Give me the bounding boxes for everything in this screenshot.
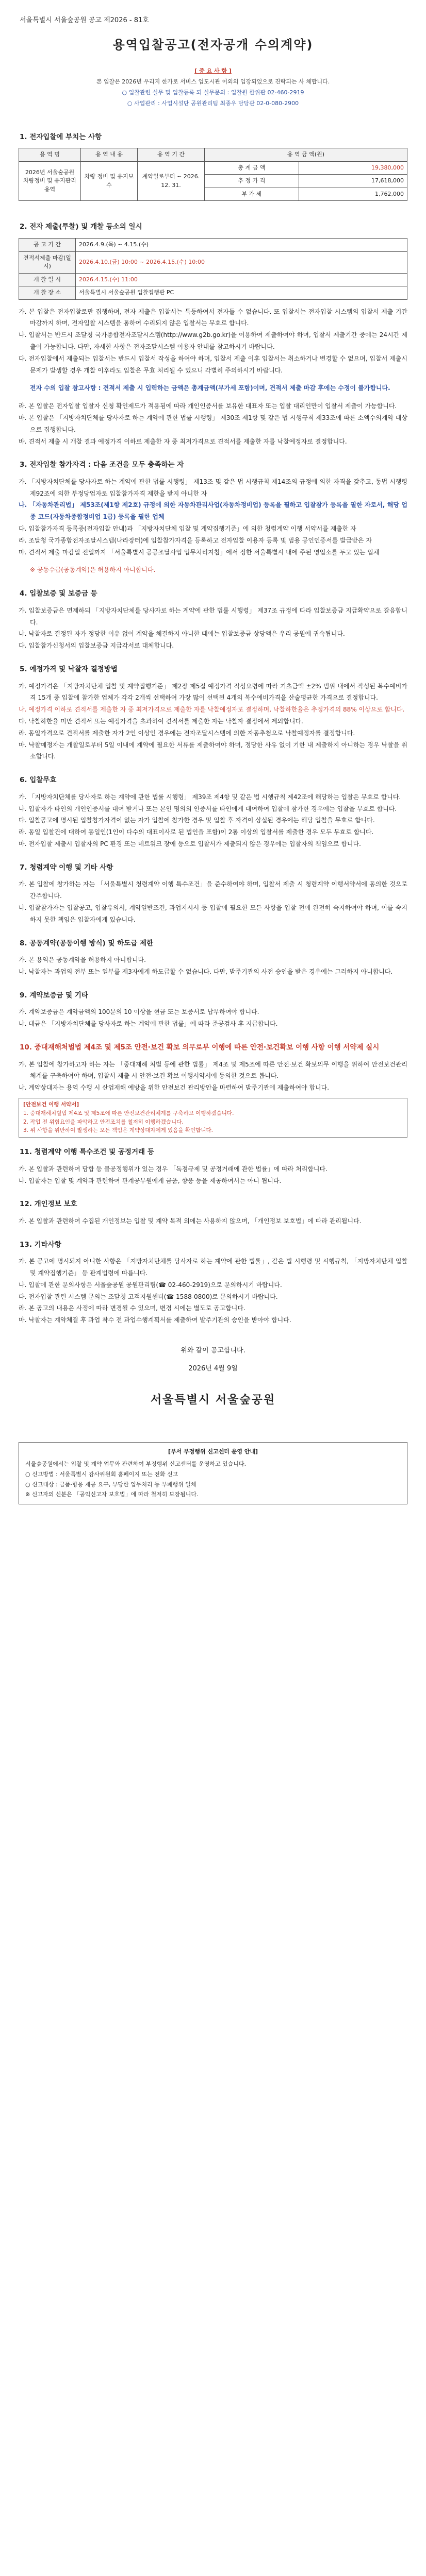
section-title: 4. 입찰보증 및 보증금 등 (20, 589, 97, 598)
section-body (19, 791, 407, 850)
amount-value: 1,762,000 (299, 188, 407, 201)
notice-line: 본 입찰은 2026년 우리지 한가로 서비스 업도시관 이외의 입장되었으로 진락되는 사 체합니다. (96, 78, 330, 86)
section-title: 7. 청렴계약 이행 및 기타 사항 (20, 863, 113, 872)
pledge-line: 3. 위 사항을 위반하여 발생하는 모든 책임은 계약상대자에게 있음을 확인합니다. (23, 1127, 213, 1134)
schedule-value: 2026.4.15.(수) 11:00 (76, 273, 407, 286)
pledge-line: [안전보건 이행 서약서] (23, 1101, 79, 1108)
list-item: 나. 입찰참가자는 입찰공고, 입찰유의서, 계약일반조건, 과업지시서 등 입찰에 필요한 모든 사항을 입찰 전에 완전히 숙지하여야 하며, 이를 숙지하지 못한 책임은 입찰자에게 있습니다. (19, 904, 407, 923)
report-center-box (19, 1442, 407, 1504)
list-item: 마. 본 입찰은 「지방자치단체를 당사자로 하는 계약에 관한 법률 시행령」 제30조 제1항 및 같은 법 시행규칙 제33조에 따른 소액수의계약 대상으로 집행합니다. (19, 414, 407, 433)
list-item: 나. 대금은 「지방자치단체를 당사자로 하는 계약에 관한 법률」에 따라 준공검사 후 지급합니다. (19, 1020, 278, 1028)
list-item: 다. 입찰참가자격 등록증(전자입찰 안내)과 「지방자치단체 입찰 및 계약집행기준」에 의한 청렴계약 이행 서약서를 제출한 자 (19, 525, 356, 533)
section-body (19, 306, 407, 448)
section-body (19, 681, 407, 763)
section-body (19, 1215, 407, 1227)
closing-date: 2026년 4월 9일 (188, 1364, 238, 1372)
list-item: 라. 본 입찰은 전자입찰 입찰자 신청 확인제도가 적용됨에 따라 개인인증서를 보유한 대표자 또는 입찰 대리인만이 입찰서 제출이 가능합니다. (19, 402, 397, 410)
pledge-line: 2. 작업 전 위험요인을 파악하고 안전조치를 철저히 이행하겠습니다. (23, 1118, 184, 1125)
list-item: 가. 본 입찰과 관련하여 수집된 개인정보는 입찰 및 계약 목적 외에는 사용하지 않으며, 「개인정보 보호법」에 따라 관리됩니다. (19, 1217, 362, 1225)
list-item: 나. 예정가격 이하로 견적서를 제출한 자 중 최저가격으로 제출한 자를 낙찰예정자로 결정하며, 낙찰하한율은 추정가격의 88% 이상으로 합니다. (19, 706, 405, 714)
schedule-label: 개 찰 일 시 (19, 273, 76, 286)
section-title: 10. 중대재해처벌법 제4조 및 제5조 안전·보건 확보 의무로부 이행에 따른 안전·보건확보 이행 사항 이행 서약제 실시 (20, 1043, 380, 1052)
closing-block (19, 1345, 407, 1375)
list-item: 마. 낙찰자는 계약체결 후 과업 착수 전 과업수행계획서를 제출하여 발주기관의 승인을 받아야 합니다. (19, 1316, 291, 1324)
section-body (19, 605, 407, 652)
section-body (19, 1163, 407, 1187)
list-item: 가. 본 입찰에 참가하고자 하는 자는 「중대재해 처벌 등에 관한 법률」 제4조 및 제5조에 따른 안전·보건 확보의무 이행을 위하여 안전보건관리체계를 구축하여야 하며, 입찰서 제출 시 안전·보건 확보 이행서약서에 동의한 것으로 봅니다. (19, 1060, 407, 1080)
table-header: 용 역 금 액(원) (205, 148, 407, 162)
section-title: 11. 청렴계약 이행 특수조건 및 공정거래 등 (20, 1148, 154, 1157)
box-line: ※ 신고자의 신분은 「공익신고자 보호법」에 따라 철저히 보장됩니다. (25, 1491, 199, 1498)
list-item: 다. 입찰참가신청서의 입찰보증금 지급각서로 대체합니다. (19, 642, 174, 650)
issuer-name: 서울특별시 서울숲공원 (150, 1394, 276, 1407)
service-name: 2026년 서울숲공원 차량정비 및 유지관리 용역 (19, 161, 81, 201)
schedule-label: 개 찰 장 소 (19, 286, 76, 300)
pledge-line: 1. 중대재해처벌법 제4조 및 제5조에 따른 안전보건관리체계를 구축하고 이행하겠습니다. (23, 1110, 234, 1116)
section-body (19, 476, 407, 576)
section-title: 8. 공동계약(공동이행 방식) 및 하도급 제한 (20, 939, 154, 947)
list-item: 라. 동일가격으로 견적서를 제출한 자가 2인 이상인 경우에는 전자조달시스템에 의한 자동추첨으로 낙찰예정자를 결정합니다. (19, 729, 355, 737)
table-header: 용 역 내 용 (81, 148, 138, 162)
section-body (19, 1006, 407, 1030)
section-title: 1. 전자입찰에 부치는 사항 (20, 132, 102, 141)
list-item: 라. 동일 입찰건에 대하여 동일인(1인이 다수의 대표이사로 된 법인을 포함)이 2통 이상의 입찰서를 제출한 경우 모두 무효로 합니다. (19, 828, 374, 836)
list-item: 나. 「자동차관리법」 제53조(제1항 제2호) 규정에 의한 자동차관리사업(자동차정비업) 등록을 필하고 입찰참가 등록을 필한 자로서, 해당 업종 코드(자동차종합정비업 1급) 등록을 필한 업체 (19, 501, 407, 521)
schedule-table (19, 238, 407, 300)
list-item: 가. 본 입찰은 전자입찰로만 집행하며, 전자 제출은 입찰서는 특등하여서 전자들 수 없습니다. 또 입찰서는 전자입찰 시스템의 입찰서 제출 기간 마감까지 하며, 전자입찰 시스템을 통하여 수리되지 않은 입찰서는 무효로 합니다. (19, 308, 407, 327)
section-title: 2. 전자 제출(투찰) 및 개찰 등소의 일시 (20, 223, 142, 231)
section-title: 9. 계약보증금 및 기타 (20, 991, 88, 999)
section-note: ※ 공동수급(공동계약)은 허용하지 아니합니다. (30, 566, 156, 574)
pledge-box (19, 1098, 407, 1138)
list-item: 가. 「지방자치단체를 당사자로 하는 계약에 관한 법률 시행령」 제13조 및 같은 법 시행규칙 제14조의 규정에 의한 자격을 갖추고, 동법 시행령 제92조에 의한 부정당업자로 입찰참가자격 제한을 받지 아니한 자 (19, 478, 407, 497)
notice-title: [ 중 요 사 항 ] (194, 67, 232, 75)
amount-label: 추 정 가 격 (205, 175, 299, 188)
list-item: 가. 「지방자치단체를 당사자로 하는 계약에 관한 법률 시행령」 제39조 제4항 및 같은 법 시행규칙 제42조에 해당하는 입찰은 무효로 합니다. (19, 793, 401, 801)
important-notice (69, 66, 357, 109)
service-content: 차량 정비 및 유지보수 (81, 161, 138, 201)
schedule-value: 서울특별시 서울숲공원 입찰집행관 PC (76, 286, 407, 300)
amount-value: 19,380,000 (299, 161, 407, 175)
list-item: 가. 본 공고에 명시되지 아니한 사항은 「지방자치단체를 당사자로 하는 계약에 관한 법률」, 같은 법 시행령 및 시행규칙, 「지방자치단체 입찰 및 계약집행기준」 등 관계법령에 따릅니다. (19, 1258, 407, 1277)
list-item: 나. 입찰서는 반드시 조달청 국가종합전자조달시스템(http://www.g2b.go.kr)을 이용하여 제출하여야 하며, 입찰서 제출기간 중에는 24시간 제출이 가능합니다. 다만, 자세한 사항은 전자조달시스템 이용자 안내를 참고하시기 바랍니다. (19, 331, 407, 350)
section-body (19, 1256, 407, 1326)
list-item: 라. 조달청 국가종합전자조달시스템(나라장터)에 입찰참가자격을 등록하고 전자입찰 이용자 등록 및 범용 공인인증서를 발급받은 자 (19, 536, 372, 544)
schedule-label: 견적서제출 마감(일시) (19, 251, 76, 273)
list-item: 나. 입찰자가 타인의 개인인증서를 대여 받거나 또는 본인 명의의 인증서를 타인에게 대여하여 입찰에 참가한 경우에는 입찰을 무효로 합니다. (19, 805, 397, 812)
publication-number: 서울특별시 서울숲공원 공고 제2026 - 81호 (20, 16, 149, 24)
closing-text: 위와 같이 공고합니다. (181, 1347, 245, 1355)
list-item: 다. 전자입찰에서 제출되는 입찰서는 반드시 입찰서 작성을 하여야 하며, 입찰서 제출 이후 입찰서는 취소하거나 변경할 수 없으며, 입찰서 제출시 문제가 발생할 경우 개찰 이후라도 입찰은 무효 처리될 수 있으니 각별히 주의하시기 바랍니다. (19, 354, 407, 374)
notice-line: ○ 사업관리 : 사업시설단 공원관리팀 최종우 담당관 02-0-080-2900 (127, 99, 299, 107)
service-period: 계약일로부터 ~ 2026. 12. 31. (138, 161, 205, 201)
list-item: 가. 입찰보증금은 면제하되 「지방자치단체를 당사자로 하는 계약에 관한 법률 시행령」 제37조 규정에 따라 입찰보증금 지급확약으로 갈음합니다. (19, 606, 407, 626)
box-line: 서울숲공원에서는 입찰 및 계약 업무와 관련하여 부정행위 신고센터를 운영하고 있습니다. (25, 1461, 247, 1468)
list-item: 마. 전자입찰 제출시 입찰자의 PC 환경 또는 네트워크 장애 등으로 입찰서가 제출되지 않은 경우에는 입찰자의 책임으로 합니다. (19, 840, 361, 848)
schedule-value: 2026.4.10.(금) 10:00 ~ 2026.4.15.(수) 10:00 (76, 251, 407, 273)
section-title: 5. 예정가격 및 낙찰자 결정방법 (20, 665, 118, 674)
section-title: 6. 입찰무효 (20, 776, 57, 785)
table-header: 용 역 기 간 (138, 148, 205, 162)
table-header: 용 역 명 (19, 148, 81, 162)
contract-table (19, 148, 407, 201)
list-item: 가. 본 용역은 공동계약을 허용하지 아니합니다. (19, 956, 146, 964)
list-item: 바. 견적서 제출 시 개찰 결과 예정가격 이하로 제출한 자 중 최저가격으로 견적서를 제출한 자를 낙찰예정자로 결정합니다. (19, 437, 347, 445)
section-title: 13. 기타사항 (20, 1240, 61, 1249)
section-title: 3. 전자입찰 참가자격 : 다음 조건을 모두 충족하는 자 (20, 461, 184, 469)
box-title: [부서 부정행위 신고센터 운영 안내] (168, 1448, 258, 1455)
list-item: 다. 입찰공고에 명시된 입찰참가자격이 없는 자가 입찰에 참가한 경우 및 입찰 후 자격이 상실된 경우에는 해당 입찰을 무효로 합니다. (19, 817, 375, 824)
list-item: 가. 본 입찰과 관련하여 담합 등 불공정행위가 있는 경우 「독점규제 및 공정거래에 관한 법률」에 따라 처리합니다. (19, 1165, 327, 1173)
list-item: 나. 낙찰자는 과업의 전부 또는 일부를 제3자에게 하도급할 수 없습니다. 다만, 발주기관의 사전 승인을 받은 경우에는 그러하지 아니합니다. (19, 968, 393, 975)
list-item: 나. 입찰자는 입찰 및 계약과 관련하여 관계공무원에게 금품, 향응 등을 제공하여서는 아니 됩니다. (19, 1177, 282, 1184)
box-line: ○ 신고대상 : 금품·향응 제공 요구, 부당한 업무처리 등 부패행위 일체 (25, 1481, 196, 1488)
amount-value: 17,618,000 (299, 175, 407, 188)
section-note: 전자 수의 입찰 참고사항 : 견적서 제출 시 입력하는 금액은 총계금액(부가세 포함)이며, 견적서 제출 마감 후에는 수정이 불가합니다. (30, 384, 390, 392)
list-item: 다. 낙찰하한율 미만 견적서 또는 예정가격을 초과하여 견적서를 제출한 자는 낙찰자 결정에서 제외합니다. (19, 718, 303, 725)
list-item: 마. 견적서 제출 마감일 전일까지 「서울특별시 공공조달사업 업무처리지침」에서 정한 서울특별시 내에 주된 영업소를 두고 있는 업체 (19, 548, 380, 556)
list-item: 나. 계약상대자는 용역 수행 시 산업재해 예방을 위한 안전보건 관리방안을 마련하여 발주기관에 제출하여야 합니다. (19, 1084, 330, 1092)
section-body (19, 878, 407, 925)
notice-line: ○ 입찰관련 실무 및 입찰등록 되 실무문의 : 입찰원 한위관 02-460-2919 (122, 89, 304, 96)
list-item: 가. 계약보증금은 계약금액의 100분의 10 이상을 현금 또는 보증서로 납부하여야 합니다. (19, 1008, 259, 1016)
amount-label: 부 가 세 (205, 188, 299, 201)
list-item: 마. 낙찰예정자는 개찰일로부터 5일 이내에 계약에 필요한 서류를 제출하여야 하며, 정당한 사유 없이 기한 내 제출하지 아니하는 경우 낙찰을 취소합니다. (19, 741, 407, 760)
section-body (19, 954, 407, 978)
amount-label: 총 계 금 액 (205, 161, 299, 175)
list-item: 다. 전자입찰 관련 시스템 문의는 조달청 고객지원센터(☎ 1588-0800)로 문의하시기 바랍니다. (19, 1293, 278, 1300)
schedule-label: 공 고 기 간 (19, 239, 76, 252)
list-item: 라. 본 공고의 내용은 사정에 따라 변경될 수 있으며, 변경 시에는 별도로 공고합니다. (19, 1304, 245, 1312)
page-title: 용역입찰공고(전자공개 수의계약) (112, 37, 314, 52)
list-item: 가. 예정가격은 「지방자치단체 입찰 및 계약집행기준」 제2장 제5절 예정가격 작성요령에 따라 기초금액 ±2% 범위 내에서 작성된 복수예비가격 15개 중 입찰에 참가한 업체가 각각 2개씩 선택하여 가장 많이 선택된 4개의 복수예비가격을 산술평균한 가격으로 결정합니다. (19, 682, 407, 702)
list-item: 가. 본 입찰에 참가하는 자는 「서울특별시 청렴계약 이행 특수조건」을 준수하여야 하며, 입찰서 제출 시 청렴계약 이행서약서에 동의한 것으로 간주합니다. (19, 880, 407, 900)
list-item: 나. 입찰에 관한 문의사항은 서울숲공원 공원관리팀(☎ 02-460-2919)으로 문의하시기 바랍니다. (19, 1281, 282, 1289)
section-title: 12. 개인정보 보호 (20, 1200, 77, 1209)
list-item: 나. 낙찰자로 결정된 자가 정당한 이유 없이 계약을 체결하지 아니한 때에는 입찰보증금 상당액은 우리 공원에 귀속됩니다. (19, 630, 345, 638)
box-line: ○ 신고방법 : 서울특별시 감사위원회 홈페이지 또는 전화 신고 (25, 1470, 178, 1478)
section-body (19, 1059, 407, 1094)
schedule-value: 2026.4.9.(목) ~ 4.15.(수) (76, 239, 407, 252)
